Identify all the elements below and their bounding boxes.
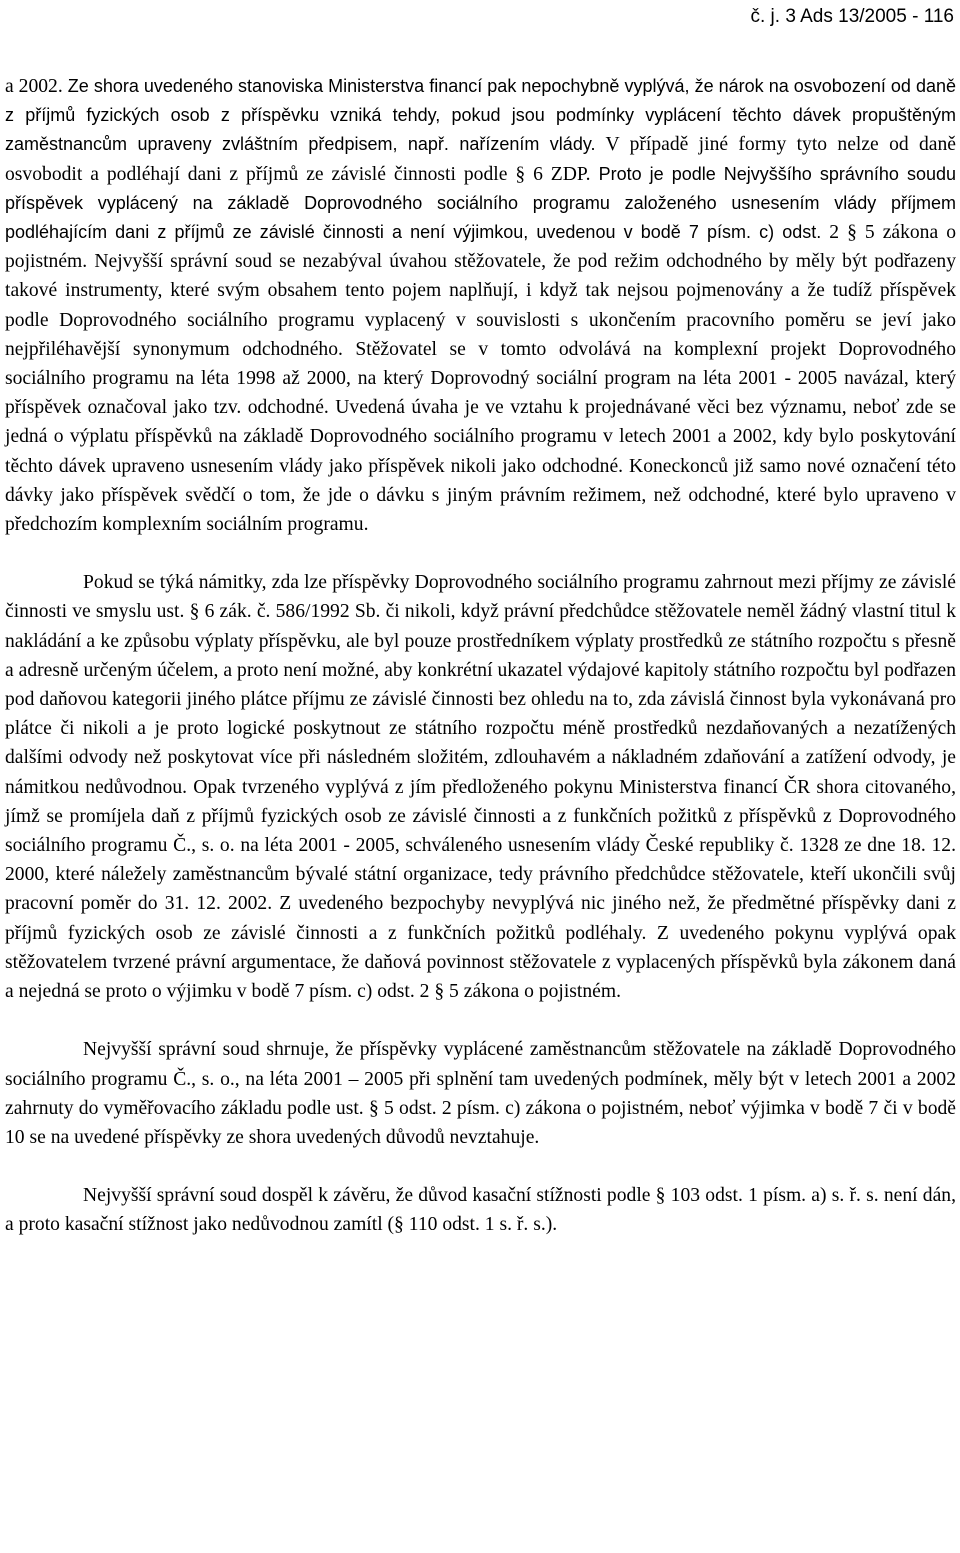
text-segment: Ze shora uvedeného stanoviska Ministerstva financí pak nepochybně vyplývá, že nárok na osvobození od daně z příjmů fyzických osob z příspěvku vzniká tehdy, pokud jsou podmínky vyplácení těchto dávek propuštěným zaměstnancům upraveny zvláštním předpisem, např. nařízením vlády. xyxy=(5,76,956,155)
text-segment: Pokud se týká námitky, zda lze příspěvky Doprovodného sociálního programu zahrnout mezi příjmy ze závislé činnosti ve smyslu ust. § 6 zák. č. 586/1992 Sb. či nikoli, když právní předchůdce stěžovatele neměl žádný vlastní titul k nakládání a ke způsobu výplaty příspěvku, ale byl pouze prostředníkem výplaty prostředků ze státního rozpočtu s přesně a adresně určeným účelem, a proto není možné, aby konkrétní ukazatel výdajové kapitoly státního rozpočtu byl podřazen pod daňovou kategorii jiného plátce příjmu ze závislé činnosti bez ohledu na to, zda závislá činnost byla vykonávaná pro plátce či nikoli a je proto logické poskytnout ze státního rozpočtu méně prostředků nezdaňovaných a nezatížených dalšími odvody než poskytovat více při následném složitém, zdlouhavém a nákladném zdaňování a zatížení odvody, je námitkou nedůvodnou. Opak tvrzeného vyplývá z jím předloženého pokynu Ministerstva financí ČR shora citovaného, jímž se promíjela daň z příjmů fyzických osob ze závislé činnosti a z funkčních požitků z příspěvků z Doprovodného sociálního programu Č., s. o. na léta 2001 - 2005, schváleného usnesením vlády České republiky č. 1328 ze dne 18. 12. 2000, které náležely zaměstnancům bývalé státní organizace, tedy právního předchůdce stěžovatele, kteří ukončili svůj pracovní poměr do 31. 12. 2002. Z uvedeného bezpochyby nevyplývá nic jiného než, že předmětné příspěvky dani z příjmů fyzických osob ze závislé činnosti a z funkčních požitků podléhaly. Z uvedeného pokynu vyplývá opak stěžovatelem tvrzené právní argumentace, že daňová povinnost stěžovatele z vyplacených příspěvků byla zákonem daná a nejedná se proto o výjimku v bodě 7 písm. c) odst. 2 § 5 zákona o pojistném. xyxy=(5,572,956,1003)
paragraph-summary xyxy=(5,1035,956,1152)
text-segment: 2 § 5 zákona o pojistném. Nejvyšší správní soud se nezabýval úvahou stěžovatele, že pod režim odchodného by měly být podřazeny takové instrumenty, které svým obsahem tento pojem naplňují, i když tak nejsou pojmenovány a že tudíž příspěvek podle Doprovodného sociálního programu vyplacený v souvislosti s ukončením pracovního poměru se jeví jako nejpřiléhavější synonymum odchodného. Stěžovatel se v tomto odvolává na komplexní projekt Doprovodného sociálního programu na léta 1998 až 2000, na který Doprovodný sociální program na léta 2001 - 2005 navázal, který příspěvek označoval jako tzv. odchodné. Uvedená úvaha je ve vztahu k projednávané věci bez významu, neboť zde se jedná o výplatu příspěvků na základě Doprovodného sociálního programu v letech 2001 a 2002, kdy bylo poskytování těchto dávek upraveno usnesením vlády jako příspěvek nikoli jako odchodné. Koneckonců již samo nové označení této dávky jako příspěvek svědčí o tom, že jde o dávku s jiným právním režimem, než odchodné, které bylo upraveno v předchozím komplexním sociálním programu. xyxy=(5,222,956,536)
text-segment: Nejvyšší správní soud dospěl k závěru, že důvod kasační stížnosti podle § 103 odst. 1 písm. a) s. ř. s. není dán, a proto kasační stížnost jako nedůvodnou zamítl (§ 110 odst. 1 s. ř. s.). xyxy=(5,1185,956,1236)
text-segment: V případě jiné formy tyto nelze od daně osvobodit a podléhají dani z příjmů ze závislé činnosti podle § 6 ZDP. xyxy=(5,134,956,185)
paragraph-objection-income xyxy=(5,568,956,1006)
document-body xyxy=(5,72,956,1240)
paragraph-conclusion xyxy=(5,1181,956,1239)
text-segment: Nejvyšší správní soud shrnuje, že příspěvky vyplácené zaměstnancům stěžovatele na základě Doprovodného sociálního programu Č., s. o., na léta 2001 – 2005 při splnění tam uvedených podmínek, měly být v letech 2001 a 2002 zahrnuty do vyměřovacího základu podle ust. § 5 odst. 2 písm. c) zákona o pojistném, neboť výjimka v bodě 7 či v bodě 10 se na uvedené příspěvky ze shora uvedených důvodů nevztahuje. xyxy=(5,1039,956,1148)
text-segment: a 2002. xyxy=(5,76,63,97)
paragraph-reasoning-tax-exemption xyxy=(5,72,956,539)
case-reference: č. j. 3 Ads 13/2005 - 116 xyxy=(750,6,954,27)
text-segment: Proto je podle Nejvyššího správního soudu příspěvek vyplácený na základě Doprovodného sociálního programu založeného usnesením vlády příjmem podléhajícím dani z příjmů ze závislé činnosti a není výjimkou, uvedenou v bodě 7 písm. c) odst. xyxy=(5,163,956,243)
